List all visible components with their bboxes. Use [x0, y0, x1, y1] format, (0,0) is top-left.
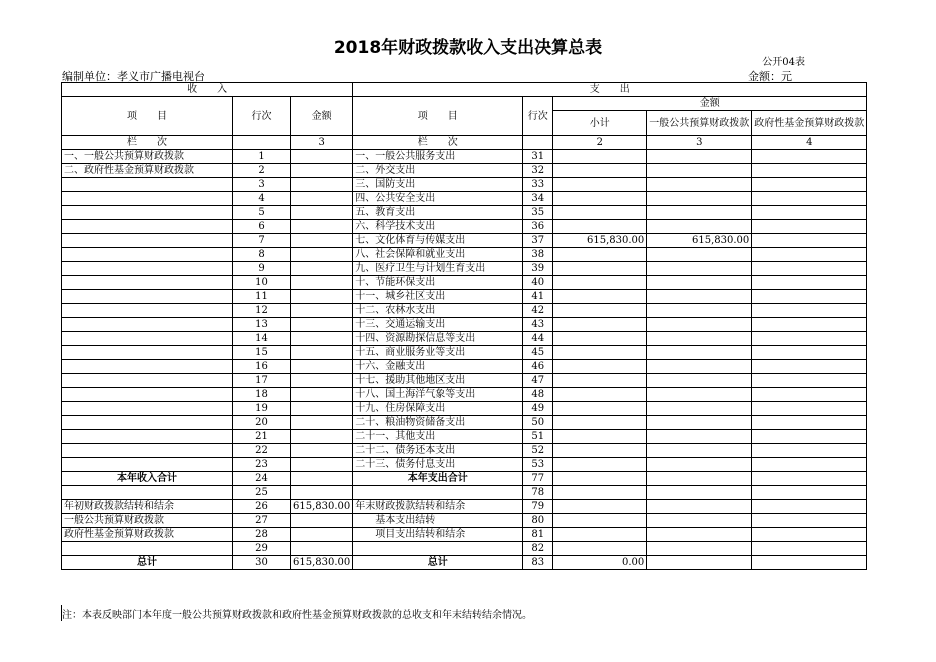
expense-gov-fund [752, 472, 867, 486]
income-amount [291, 150, 353, 164]
expense-general-budget [647, 486, 752, 500]
income-line-no: 15 [233, 346, 291, 360]
expense-item: 十四、资源勘探信息等支出 [353, 332, 523, 346]
expense-line-no: 32 [523, 164, 553, 178]
table-row [62, 318, 867, 332]
expense-gov-fund [752, 220, 867, 234]
expense-item: 十八、国土海洋气象等支出 [353, 388, 523, 402]
income-amount [291, 486, 353, 500]
expense-subtotal [553, 360, 647, 374]
income-line-no: 21 [233, 430, 291, 444]
income-amount [291, 360, 353, 374]
expense-item: 一、一般公共服务支出 [353, 150, 523, 164]
expense-subtotal [553, 514, 647, 528]
expense-gov-fund [752, 542, 867, 556]
expense-gov-fund [752, 458, 867, 472]
income-line-header: 行次 [233, 97, 291, 136]
income-line-no: 17 [233, 374, 291, 388]
col-label-left: 栏 次 [62, 136, 233, 150]
table-row [62, 360, 867, 374]
income-amount: 615,830.00 [291, 556, 353, 570]
form-number: 公开04表 [762, 57, 805, 68]
header-row-amount [62, 97, 867, 111]
income-item: 二、政府性基金预算财政拨款 [62, 164, 233, 178]
footnote: 注：本表反映部门本年度一般公共预算财政拨款和政府性基金预算财政拨款的总收支和年末结转结余情况。 [62, 610, 532, 621]
income-amount [291, 304, 353, 318]
expense-line-no: 45 [523, 346, 553, 360]
expense-subtotal [553, 304, 647, 318]
expense-item: 十九、住房保障支出 [353, 402, 523, 416]
expense-line-no: 52 [523, 444, 553, 458]
expense-subtotal: 615,830.00 [553, 234, 647, 248]
income-amount [291, 220, 353, 234]
expense-gov-fund [752, 500, 867, 514]
expense-line-no: 77 [523, 472, 553, 486]
income-amount-header: 金额 [291, 97, 353, 136]
income-line-no: 4 [233, 192, 291, 206]
expense-general-budget: 615,830.00 [647, 234, 752, 248]
expense-item: 十七、援助其他地区支出 [353, 374, 523, 388]
expense-gov-fund [752, 346, 867, 360]
income-item [62, 192, 233, 206]
expense-line-no: 33 [523, 178, 553, 192]
expense-item: 二十一、其他支出 [353, 430, 523, 444]
col-index-4: 4 [752, 136, 867, 150]
table-row [62, 332, 867, 346]
income-amount [291, 262, 353, 276]
expense-line-no: 49 [523, 402, 553, 416]
income-amount [291, 164, 353, 178]
expense-item: 四、公共安全支出 [353, 192, 523, 206]
expense-general-budget [647, 164, 752, 178]
income-item-header: 项 目 [62, 97, 233, 136]
income-item: 一、一般公共预算财政拨款 [62, 150, 233, 164]
table-row [62, 402, 867, 416]
expense-line-no: 51 [523, 430, 553, 444]
income-item [62, 430, 233, 444]
expense-general-budget [647, 528, 752, 542]
expense-general-budget [647, 262, 752, 276]
income-amount [291, 472, 353, 486]
expense-item [353, 542, 523, 556]
expense-item: 十、节能环保支出 [353, 276, 523, 290]
expense-item: 八、社会保障和就业支出 [353, 248, 523, 262]
expense-general-budget [647, 332, 752, 346]
income-item [62, 220, 233, 234]
col-label-right: 栏 次 [353, 136, 523, 150]
table-row [62, 500, 867, 514]
expense-general-budget [647, 206, 752, 220]
col-index-2: 2 [553, 136, 647, 150]
reporting-unit: 编制单位：孝义市广播电视台 [62, 70, 205, 83]
expense-subtotal [553, 220, 647, 234]
expense-general-budget [647, 430, 752, 444]
expense-line-no: 82 [523, 542, 553, 556]
expense-subtotal [553, 444, 647, 458]
general-budget-header: 一般公共预算财政拨款 [647, 111, 752, 136]
expense-line-no: 80 [523, 514, 553, 528]
income-amount [291, 374, 353, 388]
expense-general-budget [647, 472, 752, 486]
subtotal-header: 小计 [553, 111, 647, 136]
table-row [62, 276, 867, 290]
expense-item: 二十二、债务还本支出 [353, 444, 523, 458]
income-amount [291, 388, 353, 402]
income-line-no: 3 [233, 178, 291, 192]
expense-line-no: 43 [523, 318, 553, 332]
income-line-no: 24 [233, 472, 291, 486]
income-item [62, 416, 233, 430]
expense-line-no: 46 [523, 360, 553, 374]
expense-gov-fund [752, 192, 867, 206]
income-item [62, 276, 233, 290]
income-item [62, 360, 233, 374]
expense-subtotal [553, 542, 647, 556]
expense-subtotal [553, 388, 647, 402]
expense-general-budget [647, 500, 752, 514]
income-amount [291, 276, 353, 290]
income-item [62, 262, 233, 276]
expense-gov-fund [752, 304, 867, 318]
income-line-no: 29 [233, 542, 291, 556]
col-index-3: 3 [291, 136, 353, 150]
income-item: 政府性基金预算财政拨款 [62, 528, 233, 542]
expense-line-no: 36 [523, 220, 553, 234]
income-line-no: 27 [233, 514, 291, 528]
column-index-row [62, 136, 867, 150]
expense-line-no: 78 [523, 486, 553, 500]
expense-gov-fund [752, 388, 867, 402]
expense-item: 本年支出合计 [353, 472, 523, 486]
table-row [62, 248, 867, 262]
table-row [62, 528, 867, 542]
expense-gov-fund [752, 248, 867, 262]
expense-subtotal [553, 416, 647, 430]
table-row [62, 458, 867, 472]
expense-item: 七、文化体育与传媒支出 [353, 234, 523, 248]
income-item [62, 178, 233, 192]
table-row [62, 430, 867, 444]
expense-subtotal [553, 402, 647, 416]
expense-gov-fund [752, 234, 867, 248]
table-row [62, 472, 867, 486]
table-row [62, 514, 867, 528]
income-header: 收 入 [62, 83, 353, 97]
expense-subtotal [553, 346, 647, 360]
expense-line-no: 40 [523, 276, 553, 290]
table-row [62, 220, 867, 234]
expense-subtotal [553, 472, 647, 486]
income-item [62, 486, 233, 500]
income-line-no: 14 [233, 332, 291, 346]
income-line-no: 16 [233, 360, 291, 374]
income-amount [291, 332, 353, 346]
income-item [62, 290, 233, 304]
expense-gov-fund [752, 262, 867, 276]
income-line-no: 30 [233, 556, 291, 570]
table-row [62, 290, 867, 304]
expense-gov-fund [752, 178, 867, 192]
income-item: 一般公共预算财政拨款 [62, 514, 233, 528]
expense-gov-fund [752, 528, 867, 542]
expense-item: 十一、城乡社区支出 [353, 290, 523, 304]
expense-subtotal [553, 528, 647, 542]
table-row [62, 206, 867, 220]
amount-unit: 金额：元 [748, 70, 792, 83]
expense-subtotal [553, 164, 647, 178]
expense-general-budget [647, 192, 752, 206]
expense-subtotal [553, 500, 647, 514]
income-amount: 615,830.00 [291, 500, 353, 514]
income-item [62, 374, 233, 388]
table-row [62, 542, 867, 556]
expense-gov-fund [752, 402, 867, 416]
income-amount [291, 542, 353, 556]
income-line-no: 12 [233, 304, 291, 318]
expense-gov-fund [752, 150, 867, 164]
table-row [62, 234, 867, 248]
income-item [62, 388, 233, 402]
expense-gov-fund [752, 374, 867, 388]
expense-amount-header: 金额 [553, 97, 867, 111]
table-row [62, 388, 867, 402]
income-amount [291, 416, 353, 430]
income-line-no: 25 [233, 486, 291, 500]
header-row-sections [62, 83, 867, 97]
col-index-3b: 3 [647, 136, 752, 150]
table-row [62, 192, 867, 206]
expense-subtotal [553, 318, 647, 332]
expense-subtotal [553, 248, 647, 262]
expense-line-no: 79 [523, 500, 553, 514]
expense-subtotal [553, 290, 647, 304]
expense-gov-fund [752, 318, 867, 332]
expense-line-no: 39 [523, 262, 553, 276]
expense-item: 三、国防支出 [353, 178, 523, 192]
income-amount [291, 248, 353, 262]
expense-general-budget [647, 150, 752, 164]
expense-item [353, 486, 523, 500]
income-line-no: 8 [233, 248, 291, 262]
expense-item: 五、教育支出 [353, 206, 523, 220]
expense-subtotal: 0.00 [553, 556, 647, 570]
income-line-no: 26 [233, 500, 291, 514]
expense-header: 支 出 [353, 83, 867, 97]
expense-item: 基本支出结转 [353, 514, 523, 528]
table-row [62, 150, 867, 164]
income-line-no: 19 [233, 402, 291, 416]
income-line-no: 5 [233, 206, 291, 220]
expense-line-no: 44 [523, 332, 553, 346]
expense-subtotal [553, 262, 647, 276]
expense-item-header: 项 目 [353, 97, 523, 136]
income-line-no: 9 [233, 262, 291, 276]
income-item: 年初财政拨款结转和结余 [62, 500, 233, 514]
expense-line-no: 48 [523, 388, 553, 402]
table-row [62, 304, 867, 318]
expense-gov-fund [752, 164, 867, 178]
expense-general-budget [647, 178, 752, 192]
expense-subtotal [553, 178, 647, 192]
income-item [62, 458, 233, 472]
expense-gov-fund [752, 556, 867, 570]
expense-general-budget [647, 542, 752, 556]
expense-item: 六、科学技术支出 [353, 220, 523, 234]
income-line-no: 7 [233, 234, 291, 248]
expense-general-budget [647, 458, 752, 472]
expense-line-header: 行次 [523, 97, 553, 136]
expense-line-no: 34 [523, 192, 553, 206]
income-line-no: 2 [233, 164, 291, 178]
table-row [62, 444, 867, 458]
income-line-no: 11 [233, 290, 291, 304]
expense-gov-fund [752, 360, 867, 374]
expense-subtotal [553, 192, 647, 206]
income-line-no: 10 [233, 276, 291, 290]
income-item [62, 206, 233, 220]
income-line-no: 6 [233, 220, 291, 234]
expense-line-no: 35 [523, 206, 553, 220]
expense-general-budget [647, 416, 752, 430]
expense-general-budget [647, 388, 752, 402]
income-item [62, 402, 233, 416]
expense-general-budget [647, 360, 752, 374]
expense-subtotal [553, 276, 647, 290]
expense-item: 项目支出结转和结余 [353, 528, 523, 542]
income-amount [291, 528, 353, 542]
income-line-no: 28 [233, 528, 291, 542]
expense-gov-fund [752, 290, 867, 304]
expense-general-budget [647, 304, 752, 318]
table-row [62, 262, 867, 276]
table-row [62, 164, 867, 178]
expense-gov-fund [752, 444, 867, 458]
expense-general-budget [647, 556, 752, 570]
income-amount [291, 290, 353, 304]
expense-gov-fund [752, 416, 867, 430]
income-item [62, 234, 233, 248]
income-item [62, 248, 233, 262]
income-item [62, 318, 233, 332]
expense-subtotal [553, 458, 647, 472]
income-amount [291, 444, 353, 458]
expense-item: 二十、粮油物资储备支出 [353, 416, 523, 430]
fiscal-summary-table [61, 82, 867, 570]
income-amount [291, 402, 353, 416]
income-amount [291, 192, 353, 206]
expense-item: 十五、商业服务业等支出 [353, 346, 523, 360]
expense-subtotal [553, 486, 647, 500]
expense-item: 十二、农林水支出 [353, 304, 523, 318]
expense-general-budget [647, 290, 752, 304]
income-item [62, 346, 233, 360]
expense-gov-fund [752, 276, 867, 290]
income-item: 本年收入合计 [62, 472, 233, 486]
expense-item: 年末财政拨款结转和结余 [353, 500, 523, 514]
col-index-empty [523, 136, 553, 150]
income-item [62, 542, 233, 556]
expense-subtotal [553, 332, 647, 346]
expense-line-no: 38 [523, 248, 553, 262]
income-amount [291, 234, 353, 248]
income-item [62, 444, 233, 458]
income-line-no: 1 [233, 150, 291, 164]
expense-line-no: 83 [523, 556, 553, 570]
expense-general-budget [647, 220, 752, 234]
expense-line-no: 37 [523, 234, 553, 248]
income-line-no: 20 [233, 416, 291, 430]
expense-line-no: 31 [523, 150, 553, 164]
table-row [62, 346, 867, 360]
expense-line-no: 53 [523, 458, 553, 472]
expense-item: 十三、交通运输支出 [353, 318, 523, 332]
expense-gov-fund [752, 332, 867, 346]
expense-general-budget [647, 276, 752, 290]
expense-item: 九、医疗卫生与计划生育支出 [353, 262, 523, 276]
expense-subtotal [553, 430, 647, 444]
col-index-empty [233, 136, 291, 150]
income-line-no: 18 [233, 388, 291, 402]
expense-item: 二、外交支出 [353, 164, 523, 178]
table-row [62, 486, 867, 500]
table-row [62, 556, 867, 570]
income-amount [291, 178, 353, 192]
expense-line-no: 47 [523, 374, 553, 388]
income-item [62, 304, 233, 318]
expense-line-no: 81 [523, 528, 553, 542]
income-line-no: 13 [233, 318, 291, 332]
page-title: 2018年财政拨款收入支出决算总表 [333, 38, 603, 58]
income-line-no: 23 [233, 458, 291, 472]
income-amount [291, 346, 353, 360]
expense-item: 总计 [353, 556, 523, 570]
income-item [62, 332, 233, 346]
income-amount [291, 430, 353, 444]
expense-item: 十六、金融支出 [353, 360, 523, 374]
expense-line-no: 41 [523, 290, 553, 304]
expense-general-budget [647, 444, 752, 458]
expense-gov-fund [752, 514, 867, 528]
table-row [62, 178, 867, 192]
expense-general-budget [647, 318, 752, 332]
income-line-no: 22 [233, 444, 291, 458]
expense-gov-fund [752, 486, 867, 500]
expense-item: 二十三、债务付息支出 [353, 458, 523, 472]
expense-line-no: 50 [523, 416, 553, 430]
expense-subtotal [553, 206, 647, 220]
expense-gov-fund [752, 430, 867, 444]
expense-line-no: 42 [523, 304, 553, 318]
income-amount [291, 514, 353, 528]
expense-general-budget [647, 248, 752, 262]
table-row [62, 374, 867, 388]
expense-general-budget [647, 374, 752, 388]
income-amount [291, 458, 353, 472]
income-item: 总计 [62, 556, 233, 570]
expense-general-budget [647, 514, 752, 528]
expense-gov-fund [752, 206, 867, 220]
expense-general-budget [647, 346, 752, 360]
income-amount [291, 206, 353, 220]
income-amount [291, 318, 353, 332]
gov-fund-header: 政府性基金预算财政拨款 [752, 111, 867, 136]
table-row [62, 416, 867, 430]
expense-subtotal [553, 374, 647, 388]
expense-subtotal [553, 150, 647, 164]
expense-general-budget [647, 402, 752, 416]
